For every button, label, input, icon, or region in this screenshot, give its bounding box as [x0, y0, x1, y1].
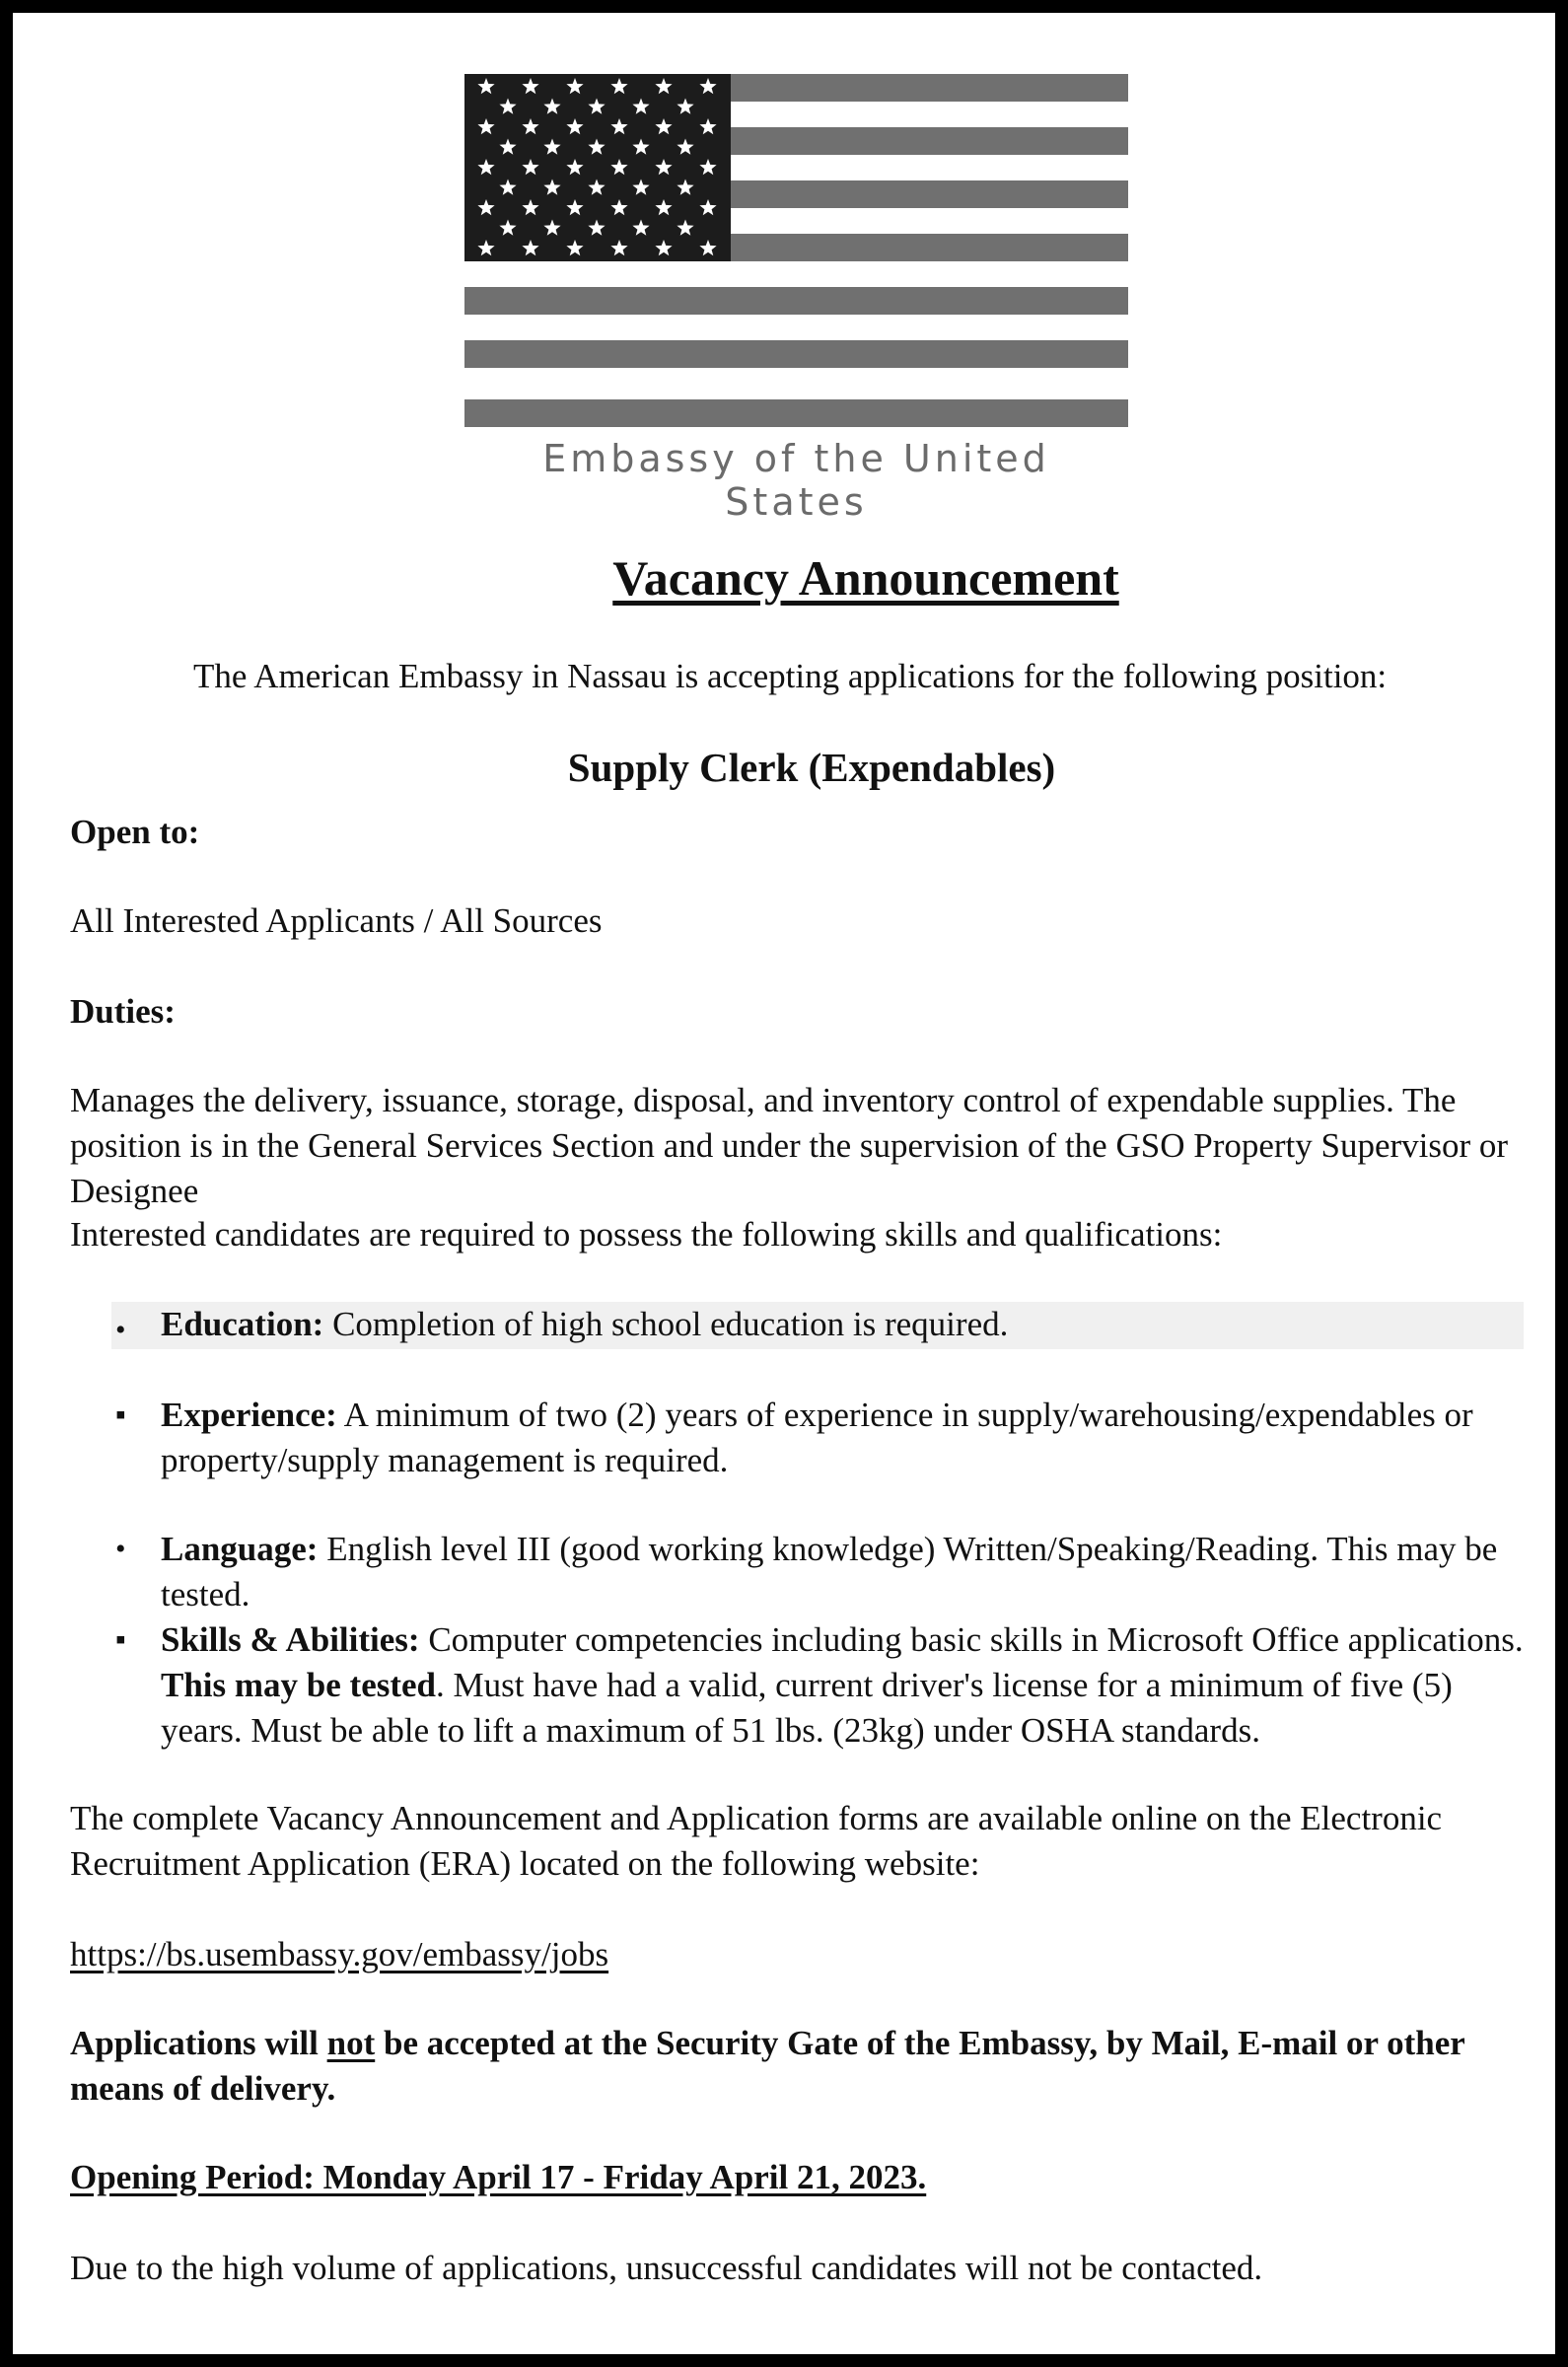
education-text: Completion of high school education is required. [323, 1305, 1009, 1343]
skills-text-1: Computer competencies including basic skills in Microsoft Office applications. [419, 1620, 1524, 1659]
language-text: English level III (good working knowledge) Written/Speaking/Reading. This may be tested. [161, 1530, 1498, 1614]
skills-label: Skills & Abilities: [161, 1620, 420, 1659]
skills-item [161, 1617, 1532, 1754]
closing-note: Due to the high volume of applications, unsuccessful candidates will not be contacted. [70, 2249, 1263, 2287]
page-title: Vacancy Announcement [612, 550, 1119, 606]
notice-not: not [326, 2024, 376, 2062]
website-link[interactable]: https://bs.usembassy.gov/embassy/jobs [70, 1935, 609, 1973]
education-label: Education: [161, 1305, 324, 1343]
notice-part2: be accepted at the Security Gate of the Embassy, by Mail, E-mail or other means of delivery. [70, 2024, 1465, 2108]
flag-stripe [464, 399, 1128, 427]
experience-item [161, 1393, 1532, 1483]
opening-period: Opening Period: Monday April 17 - Friday April 21, 2023. [70, 2158, 927, 2196]
era-text: The complete Vacancy Announcement and Application forms are available online on the Electronic Recruitment Application (ERA) located on the following website: [70, 1799, 1443, 1883]
open-to-value: All Interested Applicants / All Sources [70, 901, 603, 940]
position-title: Supply Clerk (Expendables) [567, 745, 1056, 790]
skills-bold: This may be tested [161, 1666, 437, 1704]
experience-label: Experience: [161, 1396, 337, 1434]
experience-text: A minimum of two (2) years of experience in supply/warehousing/expendables or property/supply management is required. [161, 1396, 1473, 1479]
application-notice [70, 2021, 1530, 2112]
flag-stripe [464, 340, 1128, 368]
embassy-name: Embassy of the United States [542, 437, 1050, 524]
bullet-dot: • [115, 1314, 126, 1346]
qualifications-intro: Interested candidates are required to possess the following skills and qualifications: [70, 1215, 1223, 1254]
flag-stripe [464, 287, 1128, 315]
language-label: Language: [161, 1530, 319, 1568]
bullet-dot: • [115, 1533, 126, 1565]
language-item [161, 1527, 1532, 1617]
education-item [161, 1302, 1532, 1347]
skills-text-3: . Must have had a valid, current driver's license for a minimum of five (5) years. Must be able to lift a maximum of 51 lbs. (23kg) under OSHA standards. [161, 1666, 1453, 1750]
duties-text: Manages the delivery, issuance, storage, disposal, and inventory control of expendable supplies. The position is in the General Services Section and under the supervision of the GSO Property Supervisor or Designee [70, 1081, 1509, 1210]
bullet-square: ▪ [115, 1399, 126, 1431]
intro-text: The American Embassy in Nassau is accepting applications for the following position: [193, 657, 1388, 695]
us-flag-logo [464, 74, 1128, 427]
duties-heading: Duties: [70, 992, 176, 1031]
bullet-square: ▪ [115, 1623, 126, 1656]
notice-part1: Applications will [70, 2024, 327, 2062]
open-to-heading: Open to: [70, 813, 200, 851]
